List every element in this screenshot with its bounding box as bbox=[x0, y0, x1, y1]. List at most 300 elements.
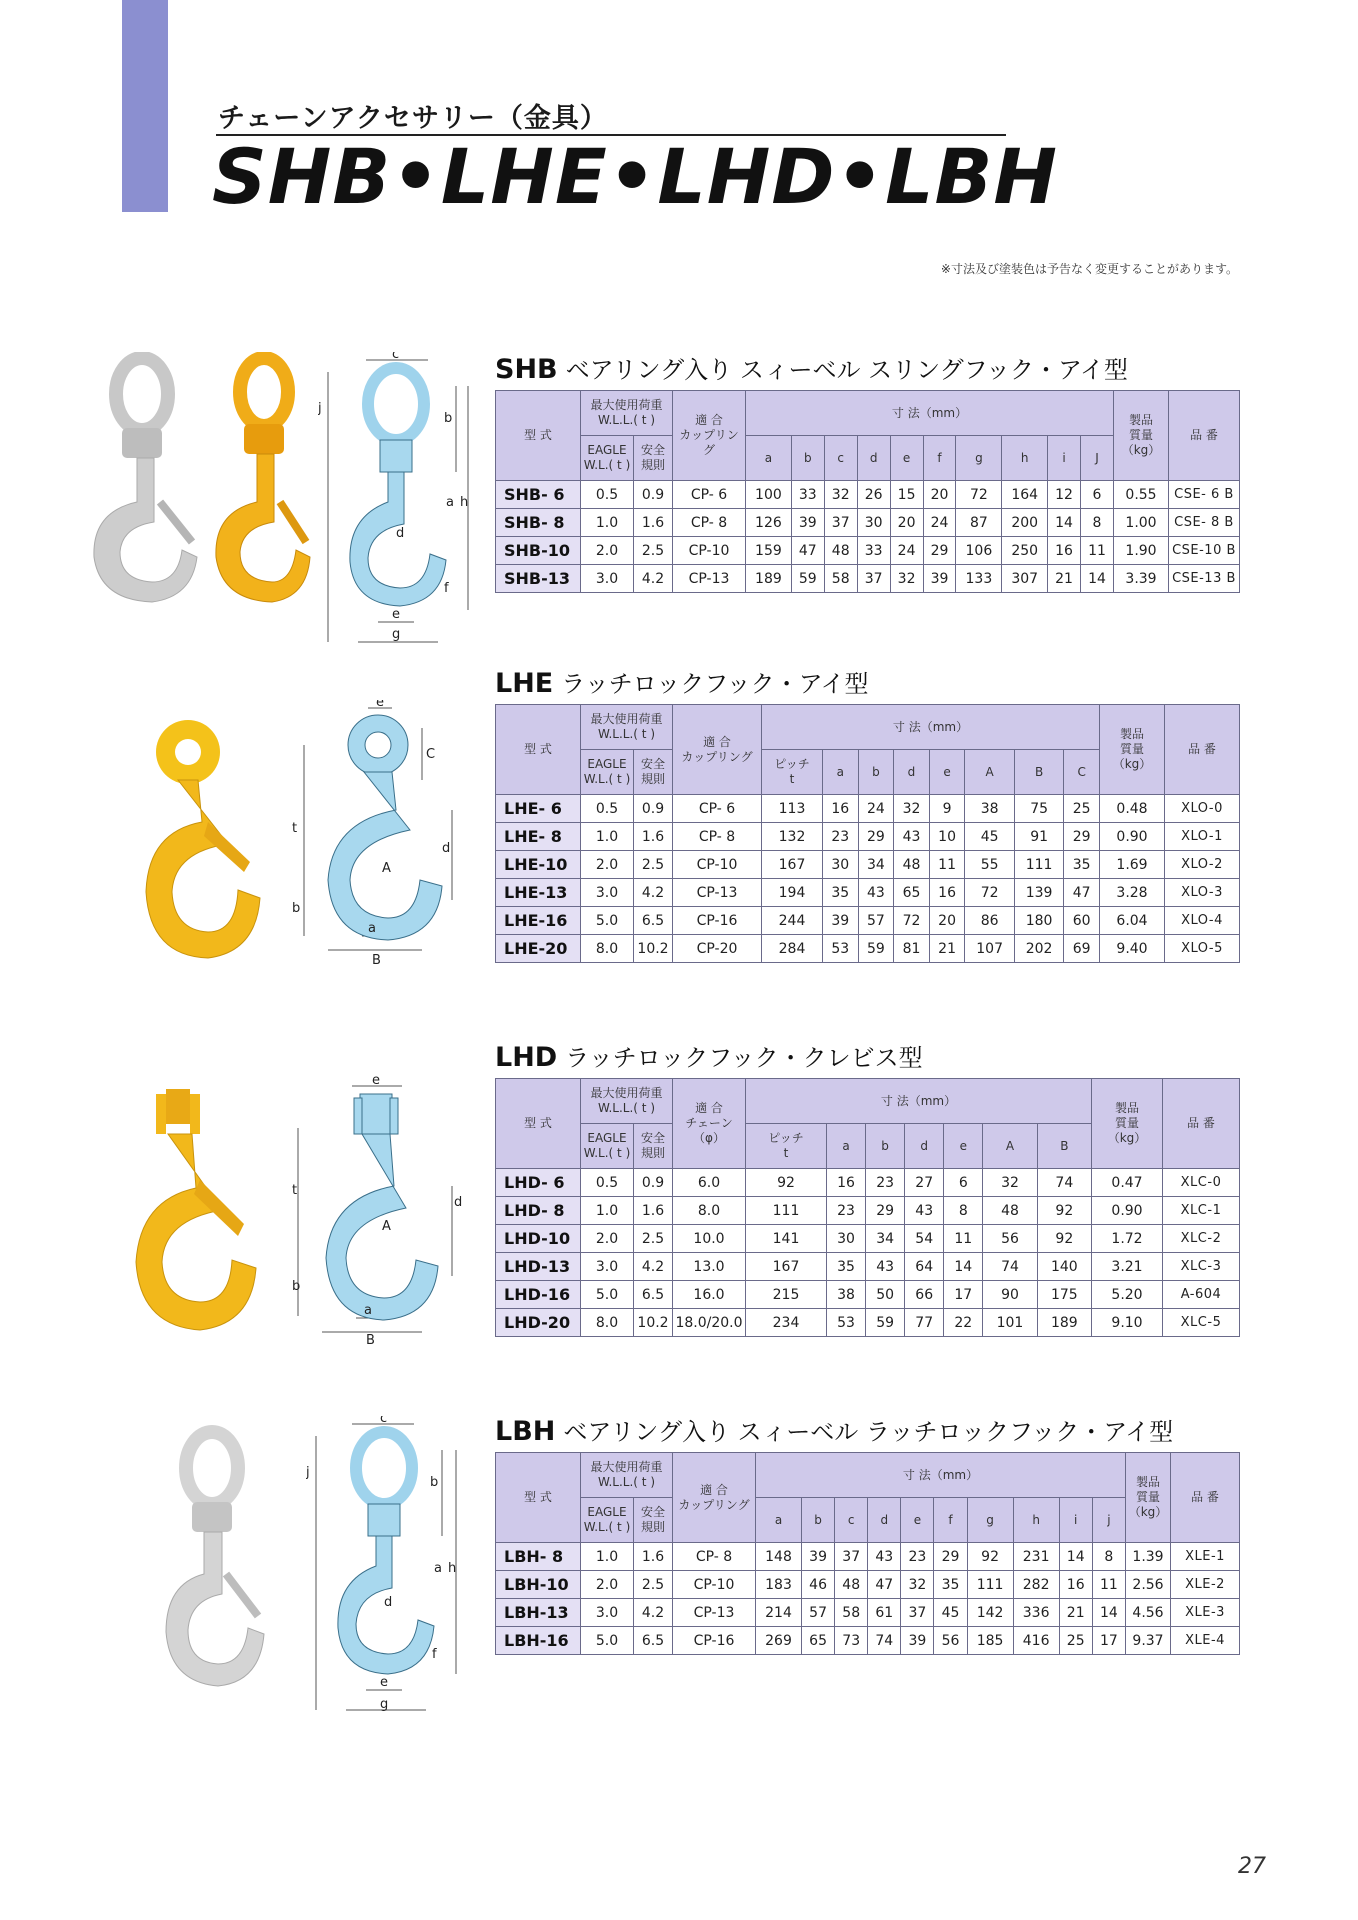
cell-dim-A: 38 bbox=[965, 795, 1014, 823]
cell-dim-A: 101 bbox=[983, 1309, 1037, 1337]
cell-safety: 4.2 bbox=[634, 1253, 673, 1281]
shb-label-h: h bbox=[460, 495, 469, 510]
cell-mass: 0.55 bbox=[1114, 481, 1169, 509]
lhe-label-t: t bbox=[292, 821, 298, 836]
cell-model: LHE- 6 bbox=[496, 795, 581, 823]
cell-dim-f: 56 bbox=[934, 1627, 967, 1655]
cell-dim-d: 43 bbox=[868, 1543, 901, 1571]
col-dims: 寸 法（mm） bbox=[756, 1453, 1126, 1498]
cell-dim-d: 37 bbox=[857, 565, 890, 593]
lbh-label-d: d bbox=[384, 1595, 393, 1610]
col-dim-c: c bbox=[824, 436, 857, 481]
cell-dim-e: 32 bbox=[901, 1571, 934, 1599]
cell-dim-g: 185 bbox=[967, 1627, 1013, 1655]
lhe-label-a: a bbox=[368, 921, 376, 936]
cell-dim-i: 14 bbox=[1059, 1543, 1092, 1571]
cell-dim-i: 16 bbox=[1048, 537, 1081, 565]
col-model: 型 式 bbox=[496, 705, 581, 795]
cell-dim-b: 34 bbox=[866, 1225, 905, 1253]
table-row bbox=[496, 1309, 1240, 1337]
cell-model: LHD-20 bbox=[496, 1309, 581, 1337]
section-lbh bbox=[495, 1416, 1240, 1655]
cell-dim-c: 48 bbox=[835, 1571, 868, 1599]
cell-dim-e: 22 bbox=[944, 1309, 983, 1337]
cell-mass: 6.04 bbox=[1100, 907, 1165, 935]
cell-part: XLE-3 bbox=[1171, 1599, 1240, 1627]
cell-dim-j: 11 bbox=[1092, 1571, 1125, 1599]
cell-part: A-604 bbox=[1163, 1281, 1240, 1309]
col-dim-g: g bbox=[967, 1498, 1013, 1543]
cell-dim-h: 416 bbox=[1013, 1627, 1059, 1655]
cell-part: XLC-2 bbox=[1163, 1225, 1240, 1253]
col-dim-e: e bbox=[929, 750, 965, 795]
table-row bbox=[496, 1571, 1240, 1599]
cell-eagle: 5.0 bbox=[581, 1627, 634, 1655]
shb-yellow-hook-image bbox=[216, 358, 310, 602]
cell-dim-d: 77 bbox=[905, 1309, 944, 1337]
cell-dim-c: 73 bbox=[835, 1627, 868, 1655]
col-pitch: ピッチ t bbox=[746, 1124, 827, 1169]
cell-dim-b: 33 bbox=[791, 481, 824, 509]
cell-safety: 2.5 bbox=[634, 1225, 673, 1253]
cell-part: XLO-5 bbox=[1165, 935, 1240, 963]
cell-dim-j: 14 bbox=[1092, 1599, 1125, 1627]
cell-eagle: 2.0 bbox=[581, 537, 634, 565]
cell-dim-a: 148 bbox=[756, 1543, 802, 1571]
cell-eagle: 3.0 bbox=[581, 1599, 634, 1627]
cell-dim-a: 189 bbox=[746, 565, 792, 593]
cell-dim-A: 72 bbox=[965, 879, 1014, 907]
cell-dim-b: 47 bbox=[791, 537, 824, 565]
col-dim-i: i bbox=[1048, 436, 1081, 481]
cell-dim-B: 175 bbox=[1037, 1281, 1091, 1309]
cell-part: XLO-0 bbox=[1165, 795, 1240, 823]
cell-dim-e: 15 bbox=[890, 481, 923, 509]
col-dim-h: h bbox=[1002, 436, 1048, 481]
table-row bbox=[496, 1543, 1240, 1571]
cell-safety: 4.2 bbox=[634, 565, 673, 593]
cell-dim-d: 33 bbox=[857, 537, 890, 565]
section-shb bbox=[495, 354, 1240, 593]
cell-fit: CP-16 bbox=[673, 907, 762, 935]
table-row bbox=[496, 851, 1240, 879]
cell-mass: 0.90 bbox=[1092, 1197, 1163, 1225]
section-title bbox=[495, 1416, 1240, 1448]
col-dim-d: d bbox=[857, 436, 890, 481]
cell-dim-b: 59 bbox=[791, 565, 824, 593]
cell-dim-c: 48 bbox=[824, 537, 857, 565]
cell-eagle: 2.0 bbox=[581, 1225, 634, 1253]
lbh-label-h: h bbox=[448, 1561, 457, 1576]
cell-eagle: 3.0 bbox=[581, 1253, 634, 1281]
cell-eagle: 0.5 bbox=[581, 481, 634, 509]
col-safety: 安全 規則 bbox=[634, 750, 673, 795]
cell-dim-i: 16 bbox=[1059, 1571, 1092, 1599]
cell-part: XLO-1 bbox=[1165, 823, 1240, 851]
cell-pitch: 234 bbox=[746, 1309, 827, 1337]
cell-mass: 0.48 bbox=[1100, 795, 1165, 823]
col-chain: 適 合 チェーン （φ） bbox=[673, 1079, 746, 1169]
cell-dim-b: 43 bbox=[858, 879, 894, 907]
cell-dim-a: 53 bbox=[827, 1309, 866, 1337]
cell-model: SHB-13 bbox=[496, 565, 581, 593]
table-row bbox=[496, 879, 1240, 907]
cell-eagle: 8.0 bbox=[581, 935, 634, 963]
shb-label-e: e bbox=[392, 607, 400, 622]
cell-part: CSE- 8 B bbox=[1169, 509, 1240, 537]
col-model: 型 式 bbox=[496, 391, 581, 481]
col-dim-e: e bbox=[901, 1498, 934, 1543]
lbh-label-b: b bbox=[430, 1475, 439, 1490]
section-code: SHB bbox=[495, 354, 558, 385]
table-row bbox=[496, 509, 1240, 537]
cell-dim-J: 8 bbox=[1081, 509, 1114, 537]
spec-table-shb bbox=[495, 390, 1240, 593]
cell-model: LBH- 8 bbox=[496, 1543, 581, 1571]
lbh-photo bbox=[160, 1424, 270, 1694]
cell-dim-a: 214 bbox=[756, 1599, 802, 1627]
cell-dim-c: 37 bbox=[824, 509, 857, 537]
col-dim-b: b bbox=[802, 1498, 835, 1543]
page-number: 27 bbox=[1238, 1854, 1266, 1879]
cell-dim-b: 29 bbox=[866, 1197, 905, 1225]
cell-dim-i: 25 bbox=[1059, 1627, 1092, 1655]
cell-mass: 0.90 bbox=[1100, 823, 1165, 851]
lhd-label-A: A bbox=[382, 1219, 391, 1234]
col-part: 品 番 bbox=[1163, 1079, 1240, 1169]
cell-fit: CP- 8 bbox=[673, 509, 746, 537]
cell-mass: 1.69 bbox=[1100, 851, 1165, 879]
cell-pitch: 132 bbox=[762, 823, 823, 851]
cell-dim-a: 23 bbox=[827, 1197, 866, 1225]
col-dim-j: j bbox=[1092, 1498, 1125, 1543]
cell-dim-a: 35 bbox=[823, 879, 859, 907]
cell-dim-b: 46 bbox=[802, 1571, 835, 1599]
shb-photos bbox=[82, 352, 312, 612]
col-dim-h: h bbox=[1013, 1498, 1059, 1543]
cell-dim-C: 47 bbox=[1064, 879, 1100, 907]
cell-safety: 4.2 bbox=[634, 879, 673, 907]
col-dim-d: d bbox=[868, 1498, 901, 1543]
cell-pitch: 244 bbox=[762, 907, 823, 935]
cell-dim-a: 100 bbox=[746, 481, 792, 509]
col-dim-b: b bbox=[858, 750, 894, 795]
shb-gray-hook-image bbox=[94, 358, 197, 602]
cell-safety: 1.6 bbox=[634, 823, 673, 851]
cell-model: LHD- 8 bbox=[496, 1197, 581, 1225]
cell-fit: CP-16 bbox=[673, 1627, 756, 1655]
cell-eagle: 3.0 bbox=[581, 565, 634, 593]
cell-dim-c: 37 bbox=[835, 1543, 868, 1571]
cell-safety: 10.2 bbox=[634, 935, 673, 963]
section-lhe bbox=[495, 668, 1240, 963]
table-row bbox=[496, 1599, 1240, 1627]
cell-dim-e: 14 bbox=[944, 1253, 983, 1281]
cell-dim-d: 61 bbox=[868, 1599, 901, 1627]
cell-dim-h: 164 bbox=[1002, 481, 1048, 509]
col-dim-b: b bbox=[791, 436, 824, 481]
cell-dim-e: 8 bbox=[944, 1197, 983, 1225]
cell-dim-g: 106 bbox=[956, 537, 1002, 565]
cell-eagle: 0.5 bbox=[581, 795, 634, 823]
cell-part: CSE- 6 B bbox=[1169, 481, 1240, 509]
cell-mass: 0.47 bbox=[1092, 1169, 1163, 1197]
cell-mass: 1.72 bbox=[1092, 1225, 1163, 1253]
col-coupling: 適 合 カップリング bbox=[673, 705, 762, 795]
cell-dim-e: 20 bbox=[890, 509, 923, 537]
table-row bbox=[496, 1197, 1240, 1225]
cell-dim-i: 21 bbox=[1048, 565, 1081, 593]
cell-dim-b: 29 bbox=[858, 823, 894, 851]
cell-dim-a: 126 bbox=[746, 509, 792, 537]
cell-safety: 1.6 bbox=[634, 509, 673, 537]
shb-label-d: d bbox=[396, 526, 405, 541]
cell-dim-B: 91 bbox=[1014, 823, 1063, 851]
cell-dim-A: 90 bbox=[983, 1281, 1037, 1309]
cell-dim-d: 30 bbox=[857, 509, 890, 537]
cell-part: XLC-0 bbox=[1163, 1169, 1240, 1197]
cell-part: XLC-1 bbox=[1163, 1197, 1240, 1225]
table-row bbox=[496, 1225, 1240, 1253]
section-name: ベアリング入り スィーベル スリングフック・アイ型 bbox=[565, 356, 1128, 384]
page-title: SHB•LHE•LHD•LBH bbox=[212, 132, 1059, 221]
cell-fit: CP- 8 bbox=[673, 1543, 756, 1571]
cell-part: XLC-3 bbox=[1163, 1253, 1240, 1281]
lbh-label-f: f bbox=[432, 1647, 437, 1662]
cell-model: SHB-10 bbox=[496, 537, 581, 565]
col-dim-a: a bbox=[827, 1124, 866, 1169]
cell-fit: 10.0 bbox=[673, 1225, 746, 1253]
cell-dim-f: 39 bbox=[923, 565, 956, 593]
cell-pitch: 111 bbox=[746, 1197, 827, 1225]
cell-dim-a: 39 bbox=[823, 907, 859, 935]
cell-part: XLO-4 bbox=[1165, 907, 1240, 935]
col-mass: 製品 質量 （kg） bbox=[1092, 1079, 1163, 1169]
col-part: 品 番 bbox=[1171, 1453, 1240, 1543]
cell-part: XLC-5 bbox=[1163, 1309, 1240, 1337]
cell-safety: 4.2 bbox=[634, 1599, 673, 1627]
cell-dim-B: 139 bbox=[1014, 879, 1063, 907]
cell-part: XLE-2 bbox=[1171, 1571, 1240, 1599]
cell-dim-c: 32 bbox=[824, 481, 857, 509]
cell-dim-C: 29 bbox=[1064, 823, 1100, 851]
col-dims: 寸 法（mm） bbox=[746, 391, 1114, 436]
cell-eagle: 8.0 bbox=[581, 1309, 634, 1337]
lhd-label-e: e bbox=[372, 1076, 380, 1088]
col-eagle: EAGLE W.L.( t ) bbox=[581, 750, 634, 795]
cell-dim-i: 14 bbox=[1048, 509, 1081, 537]
cell-model: SHB- 8 bbox=[496, 509, 581, 537]
cell-dim-J: 11 bbox=[1081, 537, 1114, 565]
cell-dim-h: 250 bbox=[1002, 537, 1048, 565]
col-model: 型 式 bbox=[496, 1079, 581, 1169]
cell-eagle: 1.0 bbox=[581, 823, 634, 851]
shb-label-g: g bbox=[392, 627, 401, 642]
cell-model: LHE- 8 bbox=[496, 823, 581, 851]
cell-dim-a: 35 bbox=[827, 1253, 866, 1281]
col-dim-C: C bbox=[1064, 750, 1100, 795]
cell-model: LBH-13 bbox=[496, 1599, 581, 1627]
cell-dim-d: 54 bbox=[905, 1225, 944, 1253]
col-dims: 寸 法（mm） bbox=[762, 705, 1100, 750]
cell-dim-B: 189 bbox=[1037, 1309, 1091, 1337]
cell-model: LHD-10 bbox=[496, 1225, 581, 1253]
cell-dim-d: 27 bbox=[905, 1169, 944, 1197]
cell-dim-f: 35 bbox=[934, 1571, 967, 1599]
lhd-diagram bbox=[292, 1076, 472, 1346]
cell-part: XLO-3 bbox=[1165, 879, 1240, 907]
cell-dim-d: 26 bbox=[857, 481, 890, 509]
cell-pitch: 141 bbox=[746, 1225, 827, 1253]
cell-dim-C: 35 bbox=[1064, 851, 1100, 879]
spec-table-lhd bbox=[495, 1078, 1240, 1337]
lhd-label-b: b bbox=[292, 1279, 301, 1294]
cell-eagle: 1.0 bbox=[581, 509, 634, 537]
cell-part: CSE-10 B bbox=[1169, 537, 1240, 565]
cell-mass: 1.39 bbox=[1126, 1543, 1171, 1571]
cell-model: LHE-10 bbox=[496, 851, 581, 879]
cell-dim-A: 55 bbox=[965, 851, 1014, 879]
cell-mass: 9.40 bbox=[1100, 935, 1165, 963]
cell-dim-e: 39 bbox=[901, 1627, 934, 1655]
cell-fit: 18.0/20.0 bbox=[673, 1309, 746, 1337]
section-code: LBH bbox=[495, 1416, 556, 1447]
col-dim-a: a bbox=[746, 436, 792, 481]
table-row bbox=[496, 1169, 1240, 1197]
col-eagle: EAGLE W.L.( t ) bbox=[581, 1124, 634, 1169]
table-row bbox=[496, 935, 1240, 963]
cell-eagle: 5.0 bbox=[581, 907, 634, 935]
col-safety: 安全 規則 bbox=[634, 436, 673, 481]
cell-dim-b: 39 bbox=[802, 1543, 835, 1571]
cell-safety: 1.6 bbox=[634, 1543, 673, 1571]
cell-fit: CP-10 bbox=[673, 851, 762, 879]
cell-eagle: 1.0 bbox=[581, 1197, 634, 1225]
cell-mass: 3.28 bbox=[1100, 879, 1165, 907]
cell-pitch: 113 bbox=[762, 795, 823, 823]
table-row bbox=[496, 565, 1240, 593]
cell-dim-d: 43 bbox=[905, 1197, 944, 1225]
cell-fit: CP- 6 bbox=[673, 795, 762, 823]
section-name: ラッチロックフック・クレビス型 bbox=[565, 1044, 923, 1072]
cell-dim-e: 11 bbox=[929, 851, 965, 879]
cell-dim-e: 10 bbox=[929, 823, 965, 851]
cell-dim-d: 72 bbox=[894, 907, 930, 935]
cell-part: XLE-1 bbox=[1171, 1543, 1240, 1571]
col-mass: 製品 質量 （kg） bbox=[1100, 705, 1165, 795]
lbh-diagram bbox=[306, 1416, 466, 1716]
section-code: LHD bbox=[495, 1042, 558, 1073]
cell-eagle: 2.0 bbox=[581, 851, 634, 879]
lhe-label-b: b bbox=[292, 901, 301, 916]
cell-mass: 3.21 bbox=[1092, 1253, 1163, 1281]
cell-dim-a: 269 bbox=[756, 1627, 802, 1655]
cell-dim-a: 53 bbox=[823, 935, 859, 963]
section-code: LHE bbox=[495, 668, 554, 699]
col-part: 品 番 bbox=[1165, 705, 1240, 795]
col-dim-A: A bbox=[965, 750, 1014, 795]
col-dims: 寸 法（mm） bbox=[746, 1079, 1092, 1124]
col-dim-b: b bbox=[866, 1124, 905, 1169]
cell-model: LHD- 6 bbox=[496, 1169, 581, 1197]
cell-dim-B: 92 bbox=[1037, 1197, 1091, 1225]
col-mass: 製品 質量 （kg） bbox=[1126, 1453, 1171, 1543]
lbh-label-g: g bbox=[380, 1697, 389, 1712]
cell-dim-C: 69 bbox=[1064, 935, 1100, 963]
cell-dim-e: 20 bbox=[929, 907, 965, 935]
cell-dim-e: 37 bbox=[901, 1599, 934, 1627]
cell-dim-g: 111 bbox=[967, 1571, 1013, 1599]
lhd-label-B: B bbox=[366, 1333, 375, 1346]
cell-model: LBH-16 bbox=[496, 1627, 581, 1655]
shb-label-c: c bbox=[392, 352, 400, 362]
cell-safety: 0.9 bbox=[634, 795, 673, 823]
cell-dim-a: 23 bbox=[823, 823, 859, 851]
cell-dim-a: 30 bbox=[827, 1225, 866, 1253]
col-dim-f: f bbox=[934, 1498, 967, 1543]
cell-dim-g: 133 bbox=[956, 565, 1002, 593]
cell-dim-d: 48 bbox=[894, 851, 930, 879]
cell-mass: 3.39 bbox=[1114, 565, 1169, 593]
cell-fit: 16.0 bbox=[673, 1281, 746, 1309]
cell-dim-c: 58 bbox=[824, 565, 857, 593]
cell-fit: CP-13 bbox=[673, 565, 746, 593]
cell-dim-h: 307 bbox=[1002, 565, 1048, 593]
cell-dim-i: 21 bbox=[1059, 1599, 1092, 1627]
lhd-label-d: d bbox=[454, 1195, 463, 1210]
cell-dim-a: 159 bbox=[746, 537, 792, 565]
cell-dim-d: 43 bbox=[894, 823, 930, 851]
col-dim-J: J bbox=[1081, 436, 1114, 481]
accent-bar bbox=[122, 0, 168, 212]
cell-safety: 0.9 bbox=[634, 481, 673, 509]
col-dim-c: c bbox=[835, 1498, 868, 1543]
cell-dim-b: 59 bbox=[858, 935, 894, 963]
cell-dim-A: 32 bbox=[983, 1169, 1037, 1197]
shb-label-f: f bbox=[444, 581, 449, 596]
col-coupling: 適 合 カップリング bbox=[673, 391, 746, 481]
cell-dim-e: 9 bbox=[929, 795, 965, 823]
col-dim-g: g bbox=[956, 436, 1002, 481]
cell-pitch: 167 bbox=[762, 851, 823, 879]
table-row bbox=[496, 795, 1240, 823]
cell-dim-A: 86 bbox=[965, 907, 1014, 935]
cell-dim-a: 30 bbox=[823, 851, 859, 879]
col-dim-B: B bbox=[1014, 750, 1063, 795]
shb-diagram bbox=[318, 352, 478, 648]
section-title bbox=[495, 668, 1240, 700]
cell-dim-d: 32 bbox=[894, 795, 930, 823]
cell-mass: 5.20 bbox=[1092, 1281, 1163, 1309]
cell-safety: 1.6 bbox=[634, 1197, 673, 1225]
cell-dim-B: 75 bbox=[1014, 795, 1063, 823]
cell-part: XLO-2 bbox=[1165, 851, 1240, 879]
table-row bbox=[496, 1281, 1240, 1309]
col-dim-e: e bbox=[944, 1124, 983, 1169]
cell-dim-g: 92 bbox=[967, 1543, 1013, 1571]
col-dim-B: B bbox=[1037, 1124, 1091, 1169]
cell-dim-a: 183 bbox=[756, 1571, 802, 1599]
shb-label-j: j bbox=[318, 401, 322, 416]
cell-dim-e: 17 bbox=[944, 1281, 983, 1309]
col-dim-a: a bbox=[756, 1498, 802, 1543]
col-pitch: ピッチ t bbox=[762, 750, 823, 795]
cell-pitch: 215 bbox=[746, 1281, 827, 1309]
table-row bbox=[496, 537, 1240, 565]
lhe-label-e: e bbox=[376, 700, 384, 710]
cell-model: LHD-16 bbox=[496, 1281, 581, 1309]
cell-dim-h: 336 bbox=[1013, 1599, 1059, 1627]
